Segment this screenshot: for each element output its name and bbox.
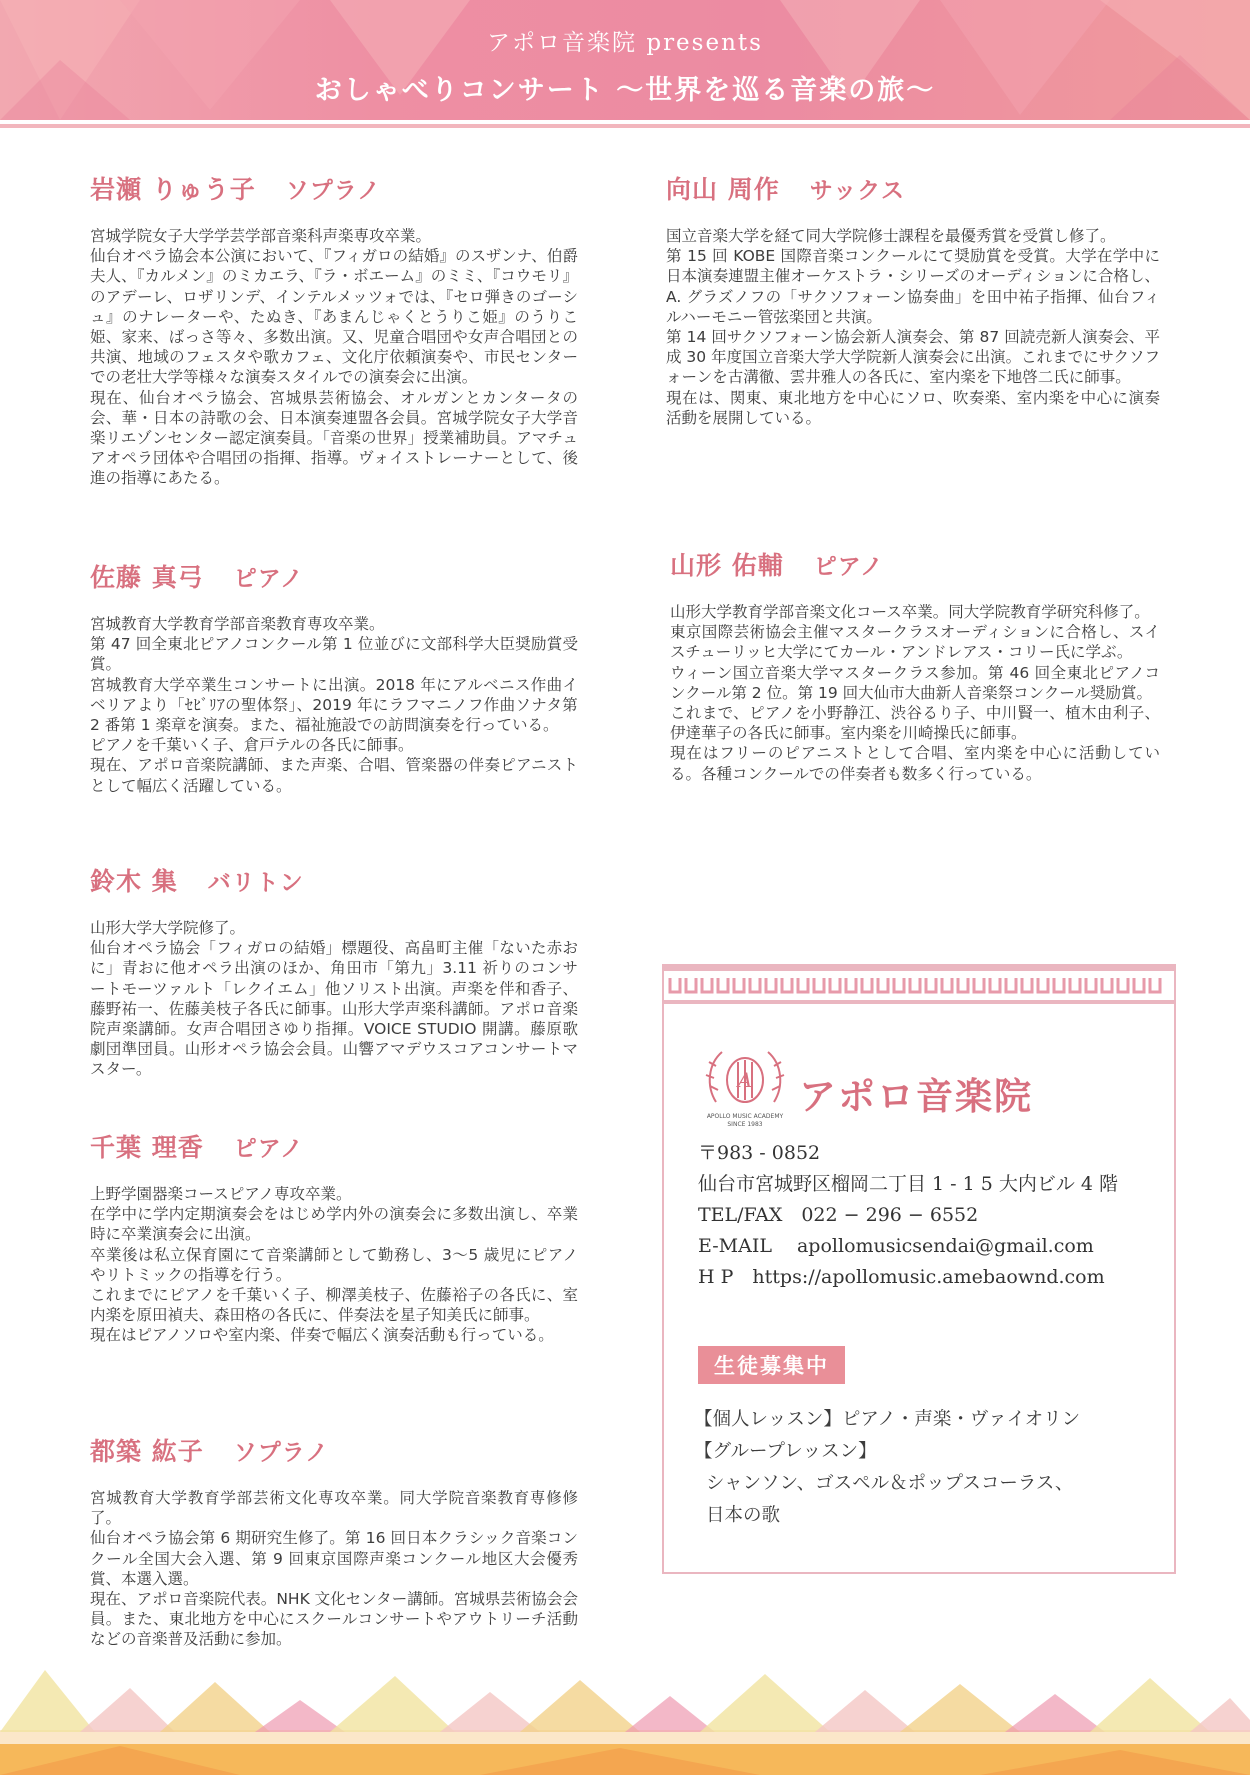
performer-name: 都築 紘子 bbox=[90, 1437, 204, 1466]
performer-bio: 宮城教育大学教育学部音楽教育専攻卒業。 第 47 回全東北ピアノコンクール第 1 位並びに文部科学大臣奨励賞受賞。 宮城教育大学卒業生コンサートに出演。2018 年にアルベニス作曲イベリアより「ｾﾋﾞﾘｱの聖体祭」、2019 年にラフマニノフ作曲ソナタ第 2 番第 1 楽章を演奏。また、福祉施設での訪問演奏を行っている。 ピアノを千葉いく子、倉戸テルの各氏に師事。 現在、アポロ音楽院講師、また声楽、合唱、管楽器の伴奏ピアニストとして幅広く活躍している。 bbox=[90, 615, 578, 795]
email[interactable]: E-MAIL apollomusicsendai@gmail.com bbox=[698, 1235, 1094, 1257]
performer-role: ピアノ bbox=[233, 565, 304, 592]
profile-sato bbox=[90, 558, 578, 796]
lesson-group-items-2: 日本の歌 bbox=[706, 1505, 781, 1526]
performer-name: 鈴木 集 bbox=[90, 867, 178, 896]
footer-triangle-decoration bbox=[0, 1660, 1250, 1775]
profile-mukaiyama bbox=[666, 170, 1160, 428]
school-name: アポロ音楽院 bbox=[799, 1074, 1033, 1118]
banner-presents: アポロ音楽院 presents bbox=[487, 30, 763, 56]
performer-role: ソプラノ bbox=[233, 1439, 330, 1466]
profile-tsuzuki bbox=[90, 1432, 578, 1650]
profile-chiba bbox=[90, 1128, 578, 1346]
performer-bio: 山形大学教育学部音楽文化コース卒業。同大学院教育学研究科修了。 東京国際芸術協会主催マスタークラスオーディションに合格し、スイスチューリッヒ大学にてカール・アンドレアス・コリー氏に学ぶ。 ウィーン国立音楽大学マスタークラス参加。第 46 回全東北ピアノコンクール第 2 位。第 19 回大仙市大曲新人音楽祭コンクール奨励賞。 これまで、ピアノを小野静江、渋谷るり子、中川賢一、植木由利子、伊達華子の各氏に師事。室内楽を川崎操氏に師事。 現在はフリーのピアニストとして合唱、室内楽を中心に活動している。各種コンクールでの伴奏者も数多く行っている。 bbox=[670, 603, 1160, 783]
performer-heading bbox=[90, 1128, 578, 1164]
performer-bio: 山形大学大学院修了。 仙台オペラ協会「フィガロの結婚」標題役、高畠町主催「ないた赤おに」青おに他オペラ出演のほか、角田市「第九」3.11 祈りのコンサートモーツァルト「レクイエム」他ソリスト出演。声楽を伴和香子、藤野祐一、佐藤美枝子各氏に師事。山形大学声楽科講師。アポロ音楽院声楽講師。女声合唱団さゆり指揮。VOICE STUDIO 開講。藤原歌劇団準団員。山形オペラ協会会員。山響アマデウスコアコンサートマスター。 bbox=[90, 919, 578, 1079]
profile-yamagata bbox=[670, 546, 1160, 784]
address: 仙台市宮城野区榴岡二丁目 1 - 1 5 大内ビル 4 階 bbox=[698, 1173, 1119, 1195]
lesson-list bbox=[694, 1404, 1080, 1532]
performer-role: ピアノ bbox=[233, 1135, 304, 1162]
performer-heading bbox=[670, 546, 1160, 582]
header-banner bbox=[0, 0, 1250, 120]
svg-text:A: A bbox=[737, 1068, 753, 1092]
school-info-box bbox=[662, 964, 1176, 1574]
performer-bio: 国立音楽大学を経て同大学院修士課程を最優秀賞を受賞し修了。 第 15 回 KOBE 国際音楽コンクールにて奨励賞を受賞。大学在学中に日本演奏連盟主催オーケストラ・シリーズのオーディションに合格し、A. グラズノフの「サクソフォーン協奏曲」を田中祐子指揮、仙台フィルハーモニー管弦楽団と共演。 第 14 回サクソフォーン協会新人演奏会、第 87 回読売新人演奏会、平成 30 年度国立音楽大学大学院新人演奏会に出演。これまでにサクソフォーンを古溝徹、雲井雅人の各氏に、室内楽を下地啓二氏に師事。 現在は、関東、東北地方を中心にソロ、吹奏楽、室内楽を中心に演奏活動を展開している。 bbox=[666, 227, 1160, 427]
profile-iwase bbox=[90, 170, 578, 489]
performer-heading bbox=[90, 1432, 578, 1468]
performer-bio: 宮城教育大学教育学部芸術文化専攻卒業。同大学院音楽教育専修修了。 仙台オペラ協会第 6 期研究生修了。第 16 回日本クラシック音楽コンクール全国大会入選、第 9 回東京国際声楽コンクール地区大会優秀賞、本選入選。 現在、アポロ音楽院代表。NHK 文化センター講師。宮城県芸術協会会員。また、東北地方を中心にスクールコンサートやアウトリーチ活動などの音楽普及活動に参加。 bbox=[90, 1489, 578, 1649]
concert-title: おしゃべりコンサート ～世界を巡る音楽の旅～ bbox=[314, 75, 936, 106]
lesson-group-heading: 【グループレッスン】 bbox=[694, 1441, 877, 1462]
contact-info bbox=[698, 1138, 1118, 1293]
lyre-emblem-icon bbox=[702, 1042, 788, 1134]
profile-suzuki bbox=[90, 862, 578, 1080]
performer-name: 岩瀬 りゅう子 bbox=[90, 175, 256, 204]
lesson-group-items: シャンソン、ゴスペル＆ポップスコーラス、 bbox=[706, 1473, 1074, 1494]
performer-role: バリトン bbox=[207, 869, 304, 896]
performer-role: ソプラノ bbox=[285, 177, 382, 204]
apollo-logo bbox=[702, 1042, 788, 1138]
performer-bio: 上野学園器楽コースピアノ専攻卒業。 在学中に学内定期演奏会をはじめ学内外の演奏会に多数出演し、卒業時に卒業演奏会に出演。 卒業後は私立保育園にて音楽講師として勤務し、3～5 歳児にピアノやリトミックの指導を行う。 これまでにピアノを千葉いく子、柳澤美枝子、佐藤裕子の各氏に、室内楽を原田禎夫、森田格の各氏に、伴奏法を星子知美氏に師事。 現在はピアノソロや室内楽、伴奏で幅広く演奏活動も行っている。 bbox=[90, 1185, 578, 1345]
postal-code: 〒983 - 0852 bbox=[698, 1142, 821, 1164]
performer-bio: 宮城学院女子大学学芸学部音楽科声楽専攻卒業。 仙台オペラ協会本公演において、『フィガロの結婚』のスザンナ、伯爵夫人、『カルメン』のミカエラ、『ラ・ボエーム』のミミ、『コウモリ』のアデーレ、ロザリンデ、インテルメッツォでは、『セロ弾きのゴーシュ』のナレーターや、たぬき、『あまんじゃくとうりこ姫』のうりこ姫、家来、ばっさ等々、多数出演。又、児童合唱団や女声合唱団との共演、地域のフェスタや歌カフェ、文化庁依頼演奏や、市民センターでの老壮大学等様々な演奏スタイルでの演奏会に出演。 現在、仙台オペラ協会、宮城県芸術協会、オルガンとカンタータの会、華・日本の詩歌の会、日本演奏連盟各会員。宮城学院女子大学音楽リエゾンセンター認定演奏員。「音楽の世界」授業補助員。アマチュアオペラ団体や合唱団の指揮、指導。ヴォイストレーナーとして、後進の指導にあたる。 bbox=[90, 227, 578, 488]
performer-name: 向山 周作 bbox=[666, 175, 780, 204]
logo-caption-since: SINCE 1983 bbox=[727, 1121, 763, 1128]
performer-name: 山形 佑輔 bbox=[670, 551, 784, 580]
logo-caption: APOLLO MUSIC ACADEMY bbox=[706, 1113, 784, 1120]
performer-heading bbox=[90, 862, 578, 898]
homepage-url[interactable]: H P https://apollomusic.amebaownd.com bbox=[698, 1266, 1105, 1288]
performer-heading bbox=[90, 558, 578, 594]
decorative-border-pattern bbox=[664, 966, 1174, 1006]
performer-heading bbox=[666, 170, 1160, 206]
performer-role: サックス bbox=[809, 177, 906, 204]
tel-fax: TEL/FAX 022 − 296 − 6552 bbox=[698, 1204, 979, 1226]
performer-name: 佐藤 真弓 bbox=[90, 563, 204, 592]
banner-underline bbox=[0, 124, 1250, 128]
lesson-private: 【個人レッスン】ピアノ・声楽・ヴァイオリン bbox=[694, 1409, 1081, 1430]
performer-name: 千葉 理香 bbox=[90, 1133, 204, 1162]
performer-heading bbox=[90, 170, 578, 206]
recruit-badge: 生徒募集中 bbox=[698, 1346, 845, 1384]
performer-role: ピアノ bbox=[813, 553, 884, 580]
